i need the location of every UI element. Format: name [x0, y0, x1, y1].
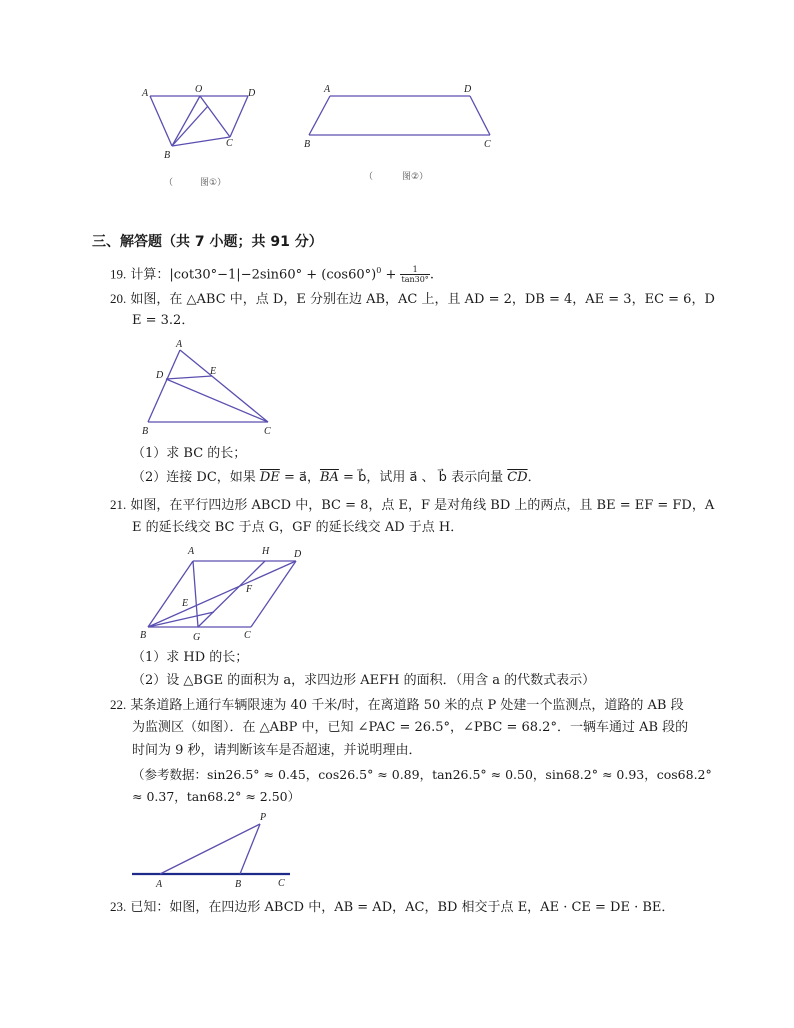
- q19-end: .: [429, 267, 434, 283]
- q23-text-1: 已知：如图，在四边形 ABCD 中，AB = AD，AC，BD 相交于点 E，AE · CE = DE · BE．: [130, 900, 675, 915]
- figure-q20-diagram: [138, 336, 288, 436]
- figure-q22-diagram: [128, 808, 308, 893]
- fig2-label-B: B: [304, 139, 311, 150]
- fig1-label-C: C: [226, 138, 233, 149]
- question-23-line1: [110, 898, 674, 917]
- q19-frac-den: tan30°: [401, 275, 429, 285]
- q20-sub2-a: （2）连接 DC，如果: [132, 470, 260, 485]
- q20-number: 20.: [110, 291, 127, 306]
- question-21-line1: [110, 496, 714, 515]
- q22-label-C: C: [278, 878, 285, 889]
- fig1-caption-open: （: [164, 178, 174, 188]
- q20-sub2-c: = b⃗，试用 a⃗ 、 b⃗ 表示向量: [338, 470, 508, 485]
- fig2-caption-open: （: [364, 172, 374, 182]
- q20-sub2-b: = a⃗，: [279, 470, 320, 485]
- q20-vector-DE: $\overline{DE}$: [259, 470, 280, 485]
- q20-sub1: （1）求 BC 的长；: [132, 446, 247, 461]
- q23-number: 23.: [110, 899, 127, 914]
- q20-vector-CD: $\overline{CD}$: [507, 470, 528, 485]
- figure-2: [300, 82, 510, 196]
- question-22-reference-1: （参考数据：sin26.5° ≈ 0.45，cos26.5° ≈ 0.89，tan26.5° ≈ 0.50，sin68.2° ≈ 0.93，cos68.2°: [132, 767, 712, 782]
- q21-label-D: D: [294, 549, 302, 560]
- q22-label-B: B: [235, 879, 242, 890]
- q22-number: 22.: [110, 697, 127, 712]
- fig1-label-O: O: [195, 84, 203, 95]
- fig1-label-D: D: [248, 88, 256, 99]
- question-22-line2: 为监测区（如图）．在 △ABP 中，已知 ∠PAC = 26.5°，∠PBC = 68.2°．一辆车通过 AB 段的: [132, 720, 689, 735]
- q20-label-A: A: [176, 339, 183, 350]
- q19-plus: +: [381, 267, 401, 283]
- q21-label-G: G: [193, 632, 201, 643]
- q20-sub2: [132, 469, 541, 487]
- q21-label-E: E: [182, 598, 189, 609]
- q21-sub1: （1）求 HD 的长；: [132, 650, 249, 665]
- q22-label-A: A: [156, 879, 163, 890]
- figure-q21-diagram: [136, 542, 316, 644]
- question-21-line2: E 的延长线交 BC 于点 G，GF 的延长线交 AD 于点 H．: [132, 520, 464, 535]
- figure-2-diagram: [300, 82, 510, 192]
- figure-1: [140, 82, 270, 196]
- q19-number: 19.: [110, 266, 127, 282]
- q22-text-1: 某条道路上通行车辆限速为 40 千米/时，在离道路 50 米的点 P 处建一个监测点，道路的 AB 段: [130, 698, 684, 713]
- section-title: 三、解答题（共 7 小题；共 91 分）: [92, 234, 323, 250]
- q22-label-P: P: [260, 812, 267, 823]
- q20-label-B: B: [142, 426, 149, 437]
- q19-exponent: 0: [376, 266, 382, 275]
- q19-fraction: [400, 265, 429, 284]
- q21-sub2: （2）设 △BGE 的面积为 a，求四边形 AEFH 的面积．（用含 a 的代数式表示）: [132, 673, 596, 688]
- question-20-line2: E = 3.2．: [132, 313, 195, 328]
- q20-text-1: 如图，在 △ABC 中，点 D，E 分别在边 AB，AC 上，且 AD = 2，DB = 4，AE = 3，EC = 6，D: [130, 292, 715, 307]
- q20-vector-BA: $\overline{BA}$: [319, 470, 339, 485]
- fig1-label-A: A: [142, 88, 149, 99]
- question-20-line1: [110, 290, 715, 309]
- q20-label-D: D: [156, 370, 164, 381]
- question-19: [110, 262, 434, 284]
- q20-label-E: E: [210, 366, 217, 377]
- q21-label-B: B: [140, 630, 147, 641]
- fig2-label-D: D: [464, 84, 472, 95]
- question-22-line3: 时间为 9 秒，请判断该车是否超速，并说明理由．: [132, 743, 422, 758]
- q21-number: 21.: [110, 497, 127, 512]
- figure-q22: [128, 808, 308, 897]
- fig1-label-B: B: [164, 150, 171, 161]
- question-22-reference-2: ≈ 0.37，tan68.2° ≈ 2.50）: [132, 789, 301, 804]
- q21-label-F: F: [246, 584, 253, 595]
- q21-label-H: H: [262, 546, 270, 557]
- fig2-label-C: C: [484, 139, 491, 150]
- figure-q20: [138, 336, 288, 440]
- fig1-caption: 图①）: [200, 178, 227, 188]
- q19-prefix: 计算：|cot30°−1|−2sin60° + (cos60°): [130, 267, 377, 283]
- q21-text-1: 如图，在平行四边形 ABCD 中，BC = 8，点 E，F 是对角线 BD 上的两点，且 BE = EF = FD，A: [130, 498, 715, 513]
- q21-label-C: C: [244, 630, 251, 641]
- q19-frac-num: 1: [400, 265, 429, 275]
- figure-1-diagram: [140, 82, 270, 192]
- figure-q21: [136, 542, 316, 648]
- q20-label-C: C: [264, 426, 271, 437]
- question-22-line1: [110, 696, 684, 715]
- fig2-caption: 图②）: [402, 172, 429, 182]
- q20-sub2-d: ．: [527, 470, 541, 485]
- q21-label-A: A: [188, 546, 195, 557]
- fig2-label-A: A: [324, 84, 331, 95]
